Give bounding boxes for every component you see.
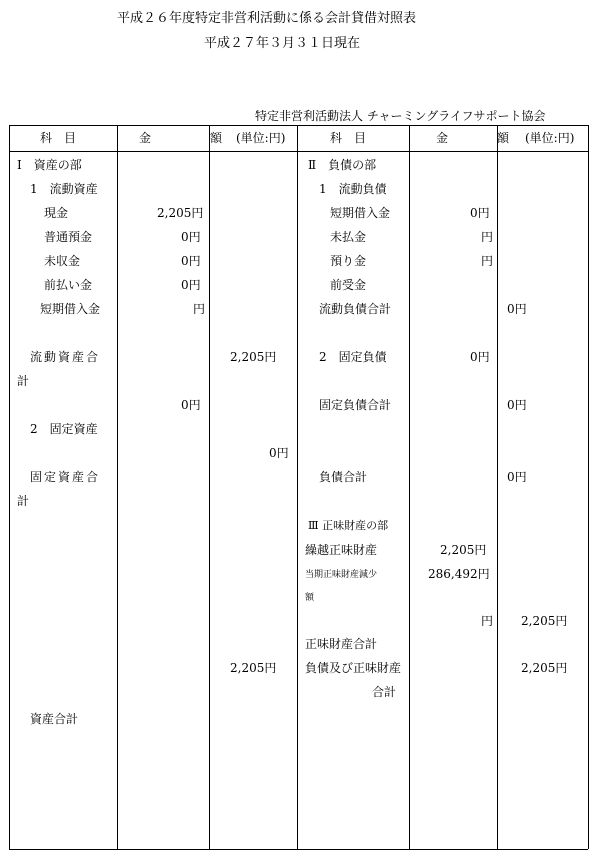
header-left-amount-2: 額 <box>210 131 223 145</box>
assets-total-label: 資産合計 <box>30 712 79 726</box>
document-date: 平成２７年３月３１日現在 <box>204 36 361 51</box>
header-right-item: 科 目 <box>330 131 367 145</box>
liability-total-value: 0円 <box>507 470 527 484</box>
asset-prepaid-label: 前払い金 <box>44 278 93 292</box>
table-divider <box>117 125 118 849</box>
liability-fixed-header-value: 0円 <box>470 350 490 364</box>
organization-name: 特定非営利活動法人 チャーミングライフサポート協会 <box>255 109 546 123</box>
net-carried-label: 繰越正味財産 <box>305 543 378 557</box>
header-left-item: 科 目 <box>40 131 77 145</box>
table-bottom-border <box>9 849 588 850</box>
assets-section: Ⅰ 資産の部 <box>17 158 82 172</box>
net-total-value: 2,205円 <box>521 614 568 628</box>
liability-short-loan-value: 0円 <box>470 206 490 220</box>
table-header-border <box>9 151 588 152</box>
liab-net-total-value: 2,205円 <box>521 661 568 675</box>
header-right-unit: (単位:円) <box>525 131 575 145</box>
asset-current-total-value: 2,205円 <box>230 350 277 364</box>
asset-short-loan-label: 短期借入金 <box>40 302 101 316</box>
liability-short-loan-label: 短期借入金 <box>330 206 391 220</box>
liab-net-total-label: 負債及び正味財産 <box>305 661 402 675</box>
liability-current-total-value: 0円 <box>507 302 527 316</box>
liabilities-section: Ⅱ 負債の部 <box>308 158 377 172</box>
liability-deposits-label: 預り金 <box>330 254 367 268</box>
liability-fixed-total-label: 固定負債合計 <box>319 398 392 412</box>
header-left-unit: (単位:円) <box>236 131 286 145</box>
asset-fixed-header-value: 0円 <box>269 446 289 460</box>
header-right-amount-2: 額 <box>497 131 510 145</box>
asset-short-loan-value: 円 <box>193 302 206 316</box>
asset-receivable-value: 0円 <box>181 254 201 268</box>
liability-advance-label: 前受金 <box>330 278 367 292</box>
net-carried-value: 2,205円 <box>440 543 487 557</box>
net-assets-section: Ⅲ 正味財産の部 <box>308 519 389 532</box>
asset-current-extra-value: 0円 <box>181 398 201 412</box>
asset-deposit-value: 0円 <box>181 230 201 244</box>
asset-deposit-label: 普通預金 <box>44 230 93 244</box>
asset-fixed-total-label: 固定資産合 <box>30 470 101 484</box>
table-top-border <box>9 125 588 126</box>
liability-deposits-value: 円 <box>481 254 494 268</box>
liab-net-total-label-2: 合計 <box>372 685 397 699</box>
net-total-label: 正味財産合計 <box>305 637 378 651</box>
liability-unpaid-label: 未払金 <box>330 230 367 244</box>
liability-total-label: 負債合計 <box>319 470 368 484</box>
table-divider <box>409 125 410 849</box>
table-divider <box>297 125 298 849</box>
liabilities-current-header: 1 流動負債 <box>319 182 387 196</box>
net-decrease-label: 当期正味財産減少 <box>305 570 378 580</box>
asset-current-total-label-2: 計 <box>17 374 30 388</box>
assets-fixed-header: 2 固定資産 <box>30 422 98 436</box>
asset-grand-total-value: 2,205円 <box>230 661 277 675</box>
table-divider <box>497 125 498 849</box>
net-decrease-value: 286,492円 <box>428 567 490 581</box>
table-divider <box>209 125 210 849</box>
header-right-amount: 金 <box>436 131 449 145</box>
asset-prepaid-value: 0円 <box>181 278 201 292</box>
liability-fixed-total-value: 0円 <box>507 398 527 412</box>
asset-current-total-label: 流動資産合 <box>30 350 101 364</box>
assets-current-header: 1 流動資産 <box>30 182 98 196</box>
asset-cash-label: 現金 <box>44 206 69 220</box>
asset-receivable-label: 未収金 <box>44 254 81 268</box>
asset-fixed-total-label-2: 計 <box>17 494 30 508</box>
header-left-amount: 金 <box>139 131 152 145</box>
table-border-right <box>588 125 589 849</box>
document-title: 平成２６年度特定非営利活動に係る会計貸借対照表 <box>117 11 417 26</box>
liability-current-total-label: 流動負債合計 <box>319 302 392 316</box>
net-extra-value: 円 <box>481 614 494 628</box>
table-border-left <box>9 125 10 849</box>
liability-unpaid-value: 円 <box>481 230 494 244</box>
liabilities-fixed-header: 2 固定負債 <box>319 350 387 364</box>
net-decrease-label-2: 額 <box>305 593 315 603</box>
asset-cash-value: 2,205円 <box>157 206 204 220</box>
